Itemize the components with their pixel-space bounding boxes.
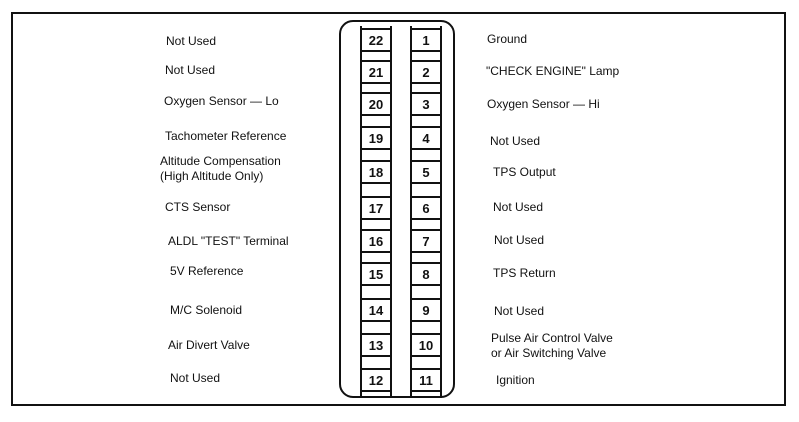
left-label-pin-22 (166, 34, 216, 49)
left-pin-14: 14 (360, 298, 392, 322)
right-label-pin-4 (490, 134, 540, 149)
pin-label-text: "CHECK ENGINE" Lamp (486, 64, 620, 78)
pin-label-text: 5V Reference (170, 264, 244, 278)
right-pin-4: 4 (410, 126, 442, 150)
left-pin-12: 12 (360, 368, 392, 392)
right-pin-8: 8 (410, 262, 442, 286)
right-pin-7: 7 (410, 229, 442, 253)
pin-label-text: Ground (487, 32, 528, 46)
left-label-pin-14 (170, 303, 242, 318)
right-label-pin-6 (493, 200, 543, 215)
pin-label-text: TPS Output (493, 165, 556, 179)
pin-label-text: Not Used (490, 134, 541, 148)
pin-label-text: Tachometer Reference (165, 129, 287, 143)
left-pin-22: 22 (360, 28, 392, 52)
pin-label-text: Not Used (494, 233, 545, 247)
pin-label-text: Altitude Compensation (160, 154, 281, 168)
right-label-pin-5 (493, 165, 556, 180)
right-label-pin-9 (494, 304, 544, 319)
left-pin-18: 18 (360, 160, 392, 184)
right-pin-9: 9 (410, 298, 442, 322)
right-label-pin-8 (493, 266, 556, 281)
right-pin-5: 5 (410, 160, 442, 184)
pin-label-text: Air Divert Valve (168, 338, 250, 352)
pin-label-text: M/C Solenoid (170, 303, 243, 317)
pin-label-text: Ignition (496, 373, 535, 387)
pin-label-text: Not Used (494, 304, 545, 318)
left-label-pin-12 (170, 371, 220, 386)
pin-label-text: Pulse Air Control Valve (491, 331, 613, 345)
left-label-pin-16 (168, 234, 289, 249)
left-label-pin-19 (165, 129, 286, 144)
left-label-pin-13 (168, 338, 250, 353)
pin-label-text: Not Used (165, 63, 216, 77)
pin-label-text-line2: (High Altitude Only) (160, 169, 264, 183)
pin-label-text: Oxygen Sensor — Hi (487, 97, 600, 111)
left-label-pin-20 (164, 94, 279, 109)
left-pin-21: 21 (360, 60, 392, 84)
pin-label-text: Not Used (493, 200, 544, 214)
right-label-pin-10 (491, 331, 613, 361)
right-label-pin-3 (487, 97, 600, 112)
right-label-pin-2 (486, 64, 619, 79)
right-label-pin-7 (494, 233, 544, 248)
right-pin-3: 3 (410, 92, 442, 116)
right-pin-column (410, 26, 442, 398)
left-label-pin-17 (165, 200, 230, 215)
pin-label-text: Not Used (166, 34, 217, 48)
pin-label-text: CTS Sensor (165, 200, 231, 214)
pin-label-text: Not Used (170, 371, 221, 385)
left-label-pin-21 (165, 63, 215, 78)
left-pin-column (360, 26, 392, 398)
right-pin-1: 1 (410, 28, 442, 52)
right-label-pin-11 (496, 373, 535, 388)
left-pin-16: 16 (360, 229, 392, 253)
right-pin-6: 6 (410, 196, 442, 220)
right-label-pin-1 (487, 32, 527, 47)
right-pin-11: 11 (410, 368, 442, 392)
pin-label-text: Oxygen Sensor — Lo (164, 94, 279, 108)
right-pin-2: 2 (410, 60, 442, 84)
left-pin-20: 20 (360, 92, 392, 116)
pin-label-text: TPS Return (493, 266, 556, 280)
left-label-pin-18 (160, 154, 281, 184)
pin-label-text-line2: or Air Switching Valve (491, 346, 607, 360)
right-pin-10: 10 (410, 333, 442, 357)
left-pin-13: 13 (360, 333, 392, 357)
left-label-pin-15 (170, 264, 243, 279)
left-pin-19: 19 (360, 126, 392, 150)
left-pin-15: 15 (360, 262, 392, 286)
pin-label-text: ALDL "TEST" Terminal (168, 234, 289, 248)
left-pin-17: 17 (360, 196, 392, 220)
